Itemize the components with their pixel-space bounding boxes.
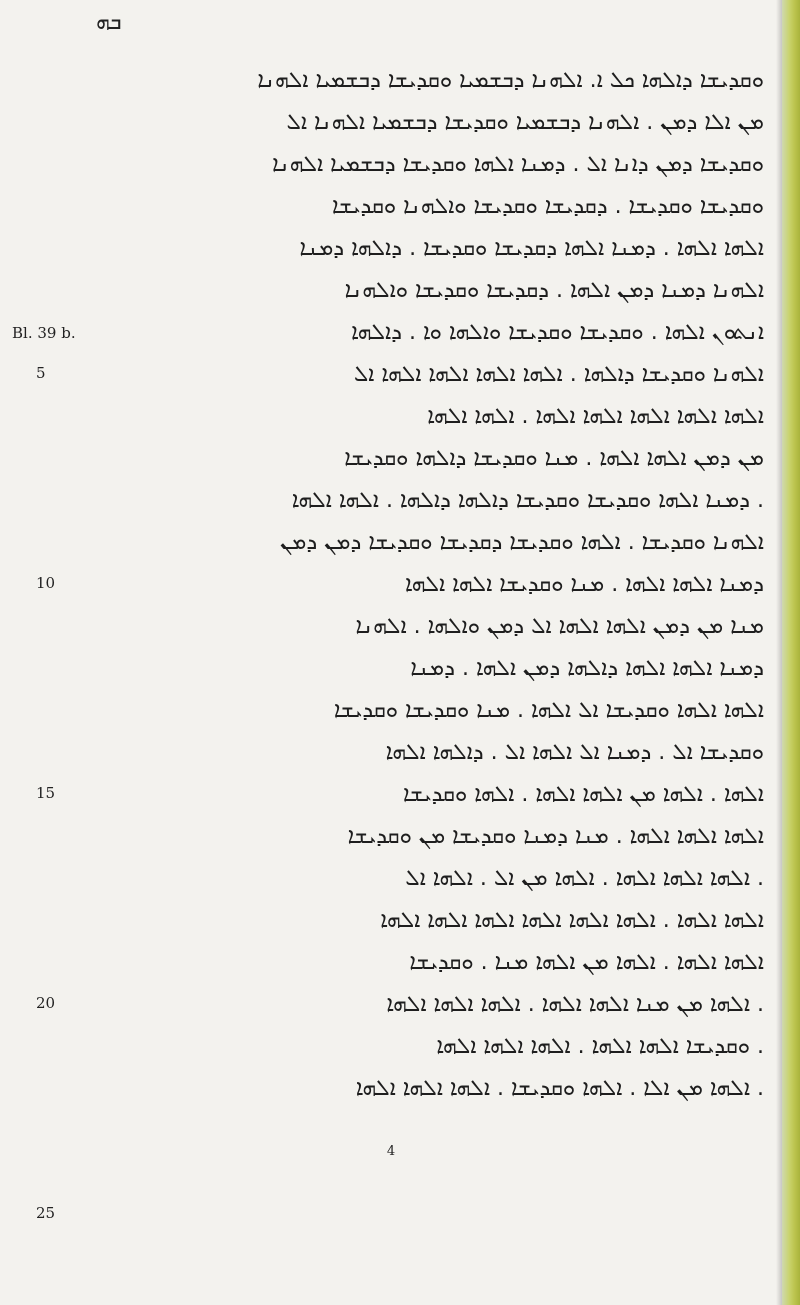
page-number: 4 [386,1144,396,1159]
text-line: ܡܢܐ ܡܢ ܕܡܢ ܐܠܗܐ ܐܠܗܐ ܐܠ ܕܡܢ ܘܐܠܗܐ . ܐܠܗܢܐ [355,614,764,639]
text-line: . ܐܠܗܐ ܡܢ ܡܢܐ ܐܠܗܐ ܐܠܗܐ . ܐܠܗܐ ܐܠܗܐ ܐܠܗܐ [386,992,764,1017]
page-header-mark: ܒܗ [96,10,122,35]
text-line: ܐܠܗܢܐ ܘܩܕܝܫܐ . ܐܠܗܐ ܘܩܕܝܫܐ ܕܩܕܝܫܐ ܘܩܕܝܫܐ ܕܡܢ ܕܡܢ [280,530,764,555]
text-line: ܘܩܕܝܫܐ ܕܡܢ ܕܐܢܐ ܐܠ . ܕܡܢܐ ܐܠܗܐ ܘܩܕܝܫܐ ܕܒܫܡܝܐ ܐܠܗܢܐ [272,152,764,177]
text-line: ܡܢ ܕܡܢ ܐܠܗܐ ܐܠܗܐ . ܡܢܐ ܘܩܕܝܫܐ ܕܐܠܗܐ ܘܩܕܝܫܐ [344,446,764,471]
text-line: . ܕܡܢܐ ܐܠܗܐ ܘܩܕܝܫܐ ܘܩܕܝܫܐ ܕܐܠܗܐ ܕܐܠܗܐ . ܐܠܗܐ ܐܠܗܐ [291,488,764,513]
text-line: ܕܡܢܐ ܐܠܗܐ ܐܠܗܐ ܕܐܠܗܐ ܕܡܢ ܐܠܗܐ . ܕܡܢܐ [410,656,764,681]
text-line: ܐܠܗܐ ܐܠܗܐ ܘܩܕܝܫܐ ܐܠ ܐܠܗܐ . ܡܢܐ ܘܩܕܝܫܐ ܘܩܕܝܫܐ [333,698,764,723]
text-line: . ܐܠܗܐ ܐܠܗܐ ܐܠܗܐ . ܐܠܗܐ ܡܢ ܐܠ . ܐܠܗܐ ܐܠ [405,866,764,891]
line-number-5: 5 [36,364,46,382]
text-line: ܐܠܗܐ ܐܠܗܐ ܐܠܗܐ . ܡܢܐ ܕܡܢܐ ܘܩܕܝܫܐ ܡܢ ܘܩܕܝܫܐ [347,824,764,849]
text-line: ܡܢ ܐܠܐ ܕܡܢ . ܐܠܗܢܐ ܕܒܫܡܝܐ ܘܩܕܝܫܐ ܕܒܫܡܝܐ ܐܠܗܢܐ ܐܠ [286,110,764,135]
text-line: ܐܠܗܐ ܐܠܗܐ . ܕܡܢܐ ܐܠܗܐ ܕܩܕܝܫܐ ܘܩܕܝܫܐ . ܕܐܠܗܐ ܕܡܢܐ [299,236,764,261]
line-number-20: 20 [36,994,56,1012]
text-line: ܐܠܗܐ . ܐܠܗܐ ܡܢ ܐܠܗܐ ܐܠܗܐ . ܐܠܗܐ ܘܩܕܝܫܐ [403,782,764,807]
text-line: . ܐܠܗܐ ܡܢ ܐܠܐ . ܐܠܗܐ ܘܩܕܝܫܐ . ܐܠܗܐ ܐܠܗܐ ܐܠܗܐ [355,1076,764,1101]
text-line: ܘܩܕܝܫܐ ܐܠ . ܕܡܢܐ ܐܠ ܐܠܗܐ ܐܠ . ܕܐܠܗܐ ܐܠܗܐ [385,740,764,765]
folio-reference: Bl. 39 b. [12,324,76,342]
text-line: ܐܠܗܐ ܐܠܗܐ . ܐܠܗܐ ܡܢ ܐܠܗܐ ܡܢܐ . ܘܩܕܝܫܐ [409,950,764,975]
text-line: ܐܠܗܢܐ ܕܡܢܐ ܕܡܢ ܐܠܗܐ . ܕܩܕܝܫܐ ܘܩܕܝܫܐ ܘܐܠܗܢܐ [344,278,764,303]
syriac-text-block [92,60,764,1110]
line-number-10: 10 [36,574,56,592]
text-line: ܕܡܢܐ ܐܠܗܐ ܐܠܗܐ . ܡܢܐ ܘܩܕܝܫܐ ܐܠܗܐ ܐܠܗܐ [405,572,764,597]
text-line: ܘܩܕܝܫܐ ܕܐܠܗܐ ܟܠ ܐ. ܐܠܗܢܐ ܕܒܫܡܝܐ ܘܩܕܝܫܐ ܕܒܫܡܝܐ ܐܠܗܢܐ [257,68,764,93]
line-number-25: 25 [36,1204,56,1222]
book-edge-strip [782,0,800,1305]
text-line: ܐܠܗܢܐ ܘܩܕܝܫܐ ܕܐܠܗܐ . ܐܠܗܐ ܐܠܗܐ ܐܠܗܐ ܐܠܗܐ ܐܠ [353,362,764,387]
text-line: ܘܩܕܝܫܐ ܘܩܕܝܫܐ . ܕܩܕܝܫܐ ܘܩܕܝܫܐ ܘܐܠܗܢܐ ܘܩܕܝܫܐ [331,194,764,219]
text-line: ܐܠܗܐ ܐܠܗܐ ܐܠܗܐ ܐܠܗܐ ܐܠܗܐ . ܐܠܗܐ ܐܠܗܐ [427,404,764,429]
text-line: . ܘܩܕܝܫܐ ܐܠܗܐ ܐܠܗܐ . ܐܠܗܐ ܐܠܗܐ ܐܠܗܐ [436,1034,764,1059]
text-line: ܐܢܬܘܢ ܐܠܗܐ . ܘܩܕܝܫܐ ܘܩܕܝܫܐ ܘܐܠܗܐ ܘܐ . ܕܐܠܗܐ [351,320,764,345]
text-line: ܐܠܗܐ ܐܠܗܐ . ܐܠܗܐ ܐܠܗܐ ܐܠܗܐ ܐܠܗܐ ܐܠܗܐ ܐܠܗܐ [380,908,764,933]
line-number-15: 15 [36,784,56,802]
